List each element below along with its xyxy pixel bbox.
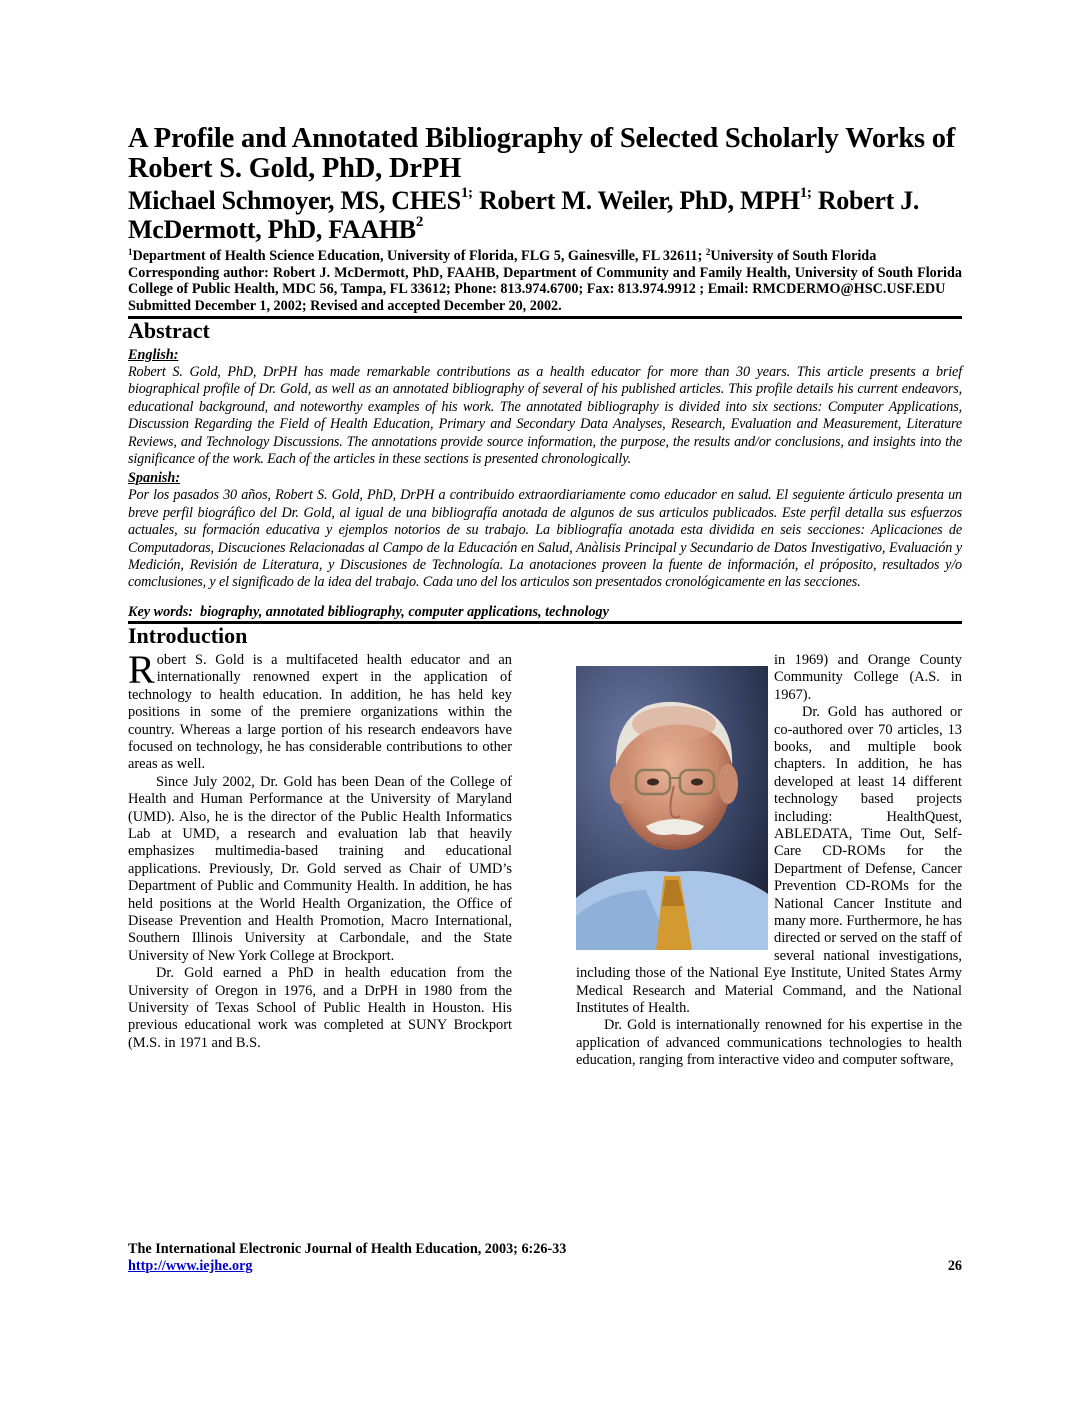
author-affiliation-mark: 1; — [460, 185, 473, 201]
submission-dates: Submitted December 1, 2002; Revised and accepted December 20, 2002. — [128, 297, 562, 314]
affiliation-1: Department of Health Science Education, University of Florida, FLG 5, Gainesville, FL 32611; — [132, 248, 703, 264]
drop-cap: R — [128, 646, 155, 692]
portrait-image — [576, 666, 768, 950]
page-number: 26 — [947, 1258, 962, 1274]
page-footer — [128, 1241, 962, 1275]
intro-paragraph: Dr. Gold is internationally renowned for his expertise in the application of advanced communications technologies to health education, ranging from interactive video and computer software, — [576, 1017, 962, 1069]
abstract-heading: Abstract — [128, 318, 210, 343]
introduction-heading: Introduction — [128, 622, 248, 648]
keywords — [128, 604, 962, 621]
right-column — [576, 652, 962, 1070]
paper-title: A Profile and Annotated Bibliography of Selected Scholarly Works of Robert S. Gold, PhD, DrPH — [128, 123, 956, 184]
affiliation-2: University of South Florida — [710, 248, 877, 264]
corresponding-author: Corresponding author: Robert J. McDermott, PhD, FAAHB, Department of Community and Family Health, University of South Florida College of Public Health, MDC 56, Tampa, FL 33612; Phone: 813.974.6700; Fax: 813.974.9912 ; Email: RMCDERMO@HSC.USF.EDU — [128, 264, 962, 297]
intro-paragraph: Since July 2002, Dr. Gold has been Dean of the College of Health and Human Performance at the University of Maryland (UMD). Also, he is the director of the Public Health Informatics Lab at UMD, a research and evaluation lab that heavily emphasizes multimedia-based training and educational applications. Previously, Dr. Gold served as Chair of UMD’s Department of Public and Community Health. In addition, he has held positions at the World Health Organization, the Office of Disease Prevention and Health Promotion, Macro International, Southern Illinois University at Carbondale, and the State University of New York College at Brockport. — [128, 773, 512, 964]
author-name: Robert M. Weiler, PhD, MPH — [478, 186, 800, 215]
author-affiliation-mark: 1; — [799, 185, 812, 201]
paragraph-text: obert S. Gold is a multifaceted health educator and an internationally renowned expert in the application of technology to health education. In addition, he has held key positions in some of the premiere organizations within the country. Whereas a large portion of his research endeavors have focused on technology, he has considerable contributions to other areas as well. — [128, 651, 512, 773]
english-label: English: — [128, 347, 179, 363]
intro-paragraph — [128, 646, 512, 774]
affiliation-mark: 1 — [128, 247, 133, 257]
author-affiliation-mark: 2 — [415, 214, 424, 230]
intro-paragraph: in 1969) and Orange County Community College (A.S. in 1967). — [774, 651, 962, 703]
left-column — [128, 646, 512, 1052]
abstract-spanish: Por los pasados 30 años, Robert S. Gold, PhD, DrPH a contribuido extraordiariamente como educador en salud. El seguiente árticulo presenta un breve perfil biográfico del Dr. Gold, al igual de una bibliografía anotada de algunos de sus articulos publicados. Este perfil detalla sus esfuerzos actuales, su formación educativa y ejemplos notorios de su trabajo. La bibliografía anotada esta dividida en seis secciones: Aplicaciones de Computadoras, Discuciones Relacionadas al Campo de la Educación en Salud, Anàlisis Principal y Secundario de Datos Investigativo, Evaluación y Medición, Revisión de Literatura, y Discusiones de Technología. La anotaciones proveen la fuente de información, el próposito, resultados y/o comclusiones, y el significado de la idea del trabajo. Cada uno del los articulos son presentados cronológicamente en las secciones. — [128, 487, 962, 591]
intro-paragraph: Dr. Gold has authored or co-authored over 70 articles, 13 books, and multiple book chapters. In addition, he has developed at least 14 different technology based projects including: HealthQuest, ABLEDATA, Time Out, Self-Care CD-ROMs for the Department of Defense, Cancer Prevention CD-ROMs for the National Cancer Institute and many more. Furthermore, he has directed or served on the staff of several national investigations, including those of the National Eye Institute, United States Army Medical Research and Material Command, and the National Institutes of Health. — [576, 704, 962, 1016]
abstract-english: Robert S. Gold, PhD, DrPH has made remarkable contributions as a health educator for more than 30 years. This article presents a brief biographical profile of Dr. Gold, as well as an annotated bibliography of several of his published articles. This profile details his current endeavors, educational background, and noteworthy examples of his work. The annotated bibliography is divided into six sections: Computer Applications, Discussion Regarding the Field of Health Education, Primary and Secondary Data Analyses, Research, Evaluation and Measurement, Literature Reviews, and Technology Discussions. The annotations provide source information, the purpose, the results and/or conclusions, and insights into the significance of the work. Each of the articles in these sections is presented chronologically. — [128, 364, 962, 468]
journal-citation: The International Electronic Journal of Health Education, 2003; 6:26-33 — [128, 1241, 567, 1257]
spanish-label: Spanish: — [128, 470, 181, 487]
keywords-label: Key words: — [128, 603, 194, 620]
two-column-body — [128, 646, 962, 1152]
portrait-photo — [576, 666, 768, 950]
paper-page — [128, 124, 962, 1152]
author-name: Robert J. McDermott, PhD, FAAHB — [128, 186, 920, 244]
keywords-list: biography, annotated bibliography, computer applications, technology — [200, 603, 609, 620]
affiliation-mark: 2 — [705, 247, 711, 257]
affiliations — [128, 248, 962, 265]
author-name: Michael Schmoyer, MS, CHES — [128, 186, 461, 215]
journal-link[interactable]: http://www.iejhe.org — [128, 1258, 253, 1274]
author-list — [128, 186, 962, 244]
intro-paragraph: Dr. Gold earned a PhD in health education from the University of Oregon in 1976, and a DrPH in 1980 from the University of Texas School of Public Health in Houston. His previous educational work was completed at SUNY Brockport (M.S. in 1971 and B.S. — [128, 965, 512, 1051]
